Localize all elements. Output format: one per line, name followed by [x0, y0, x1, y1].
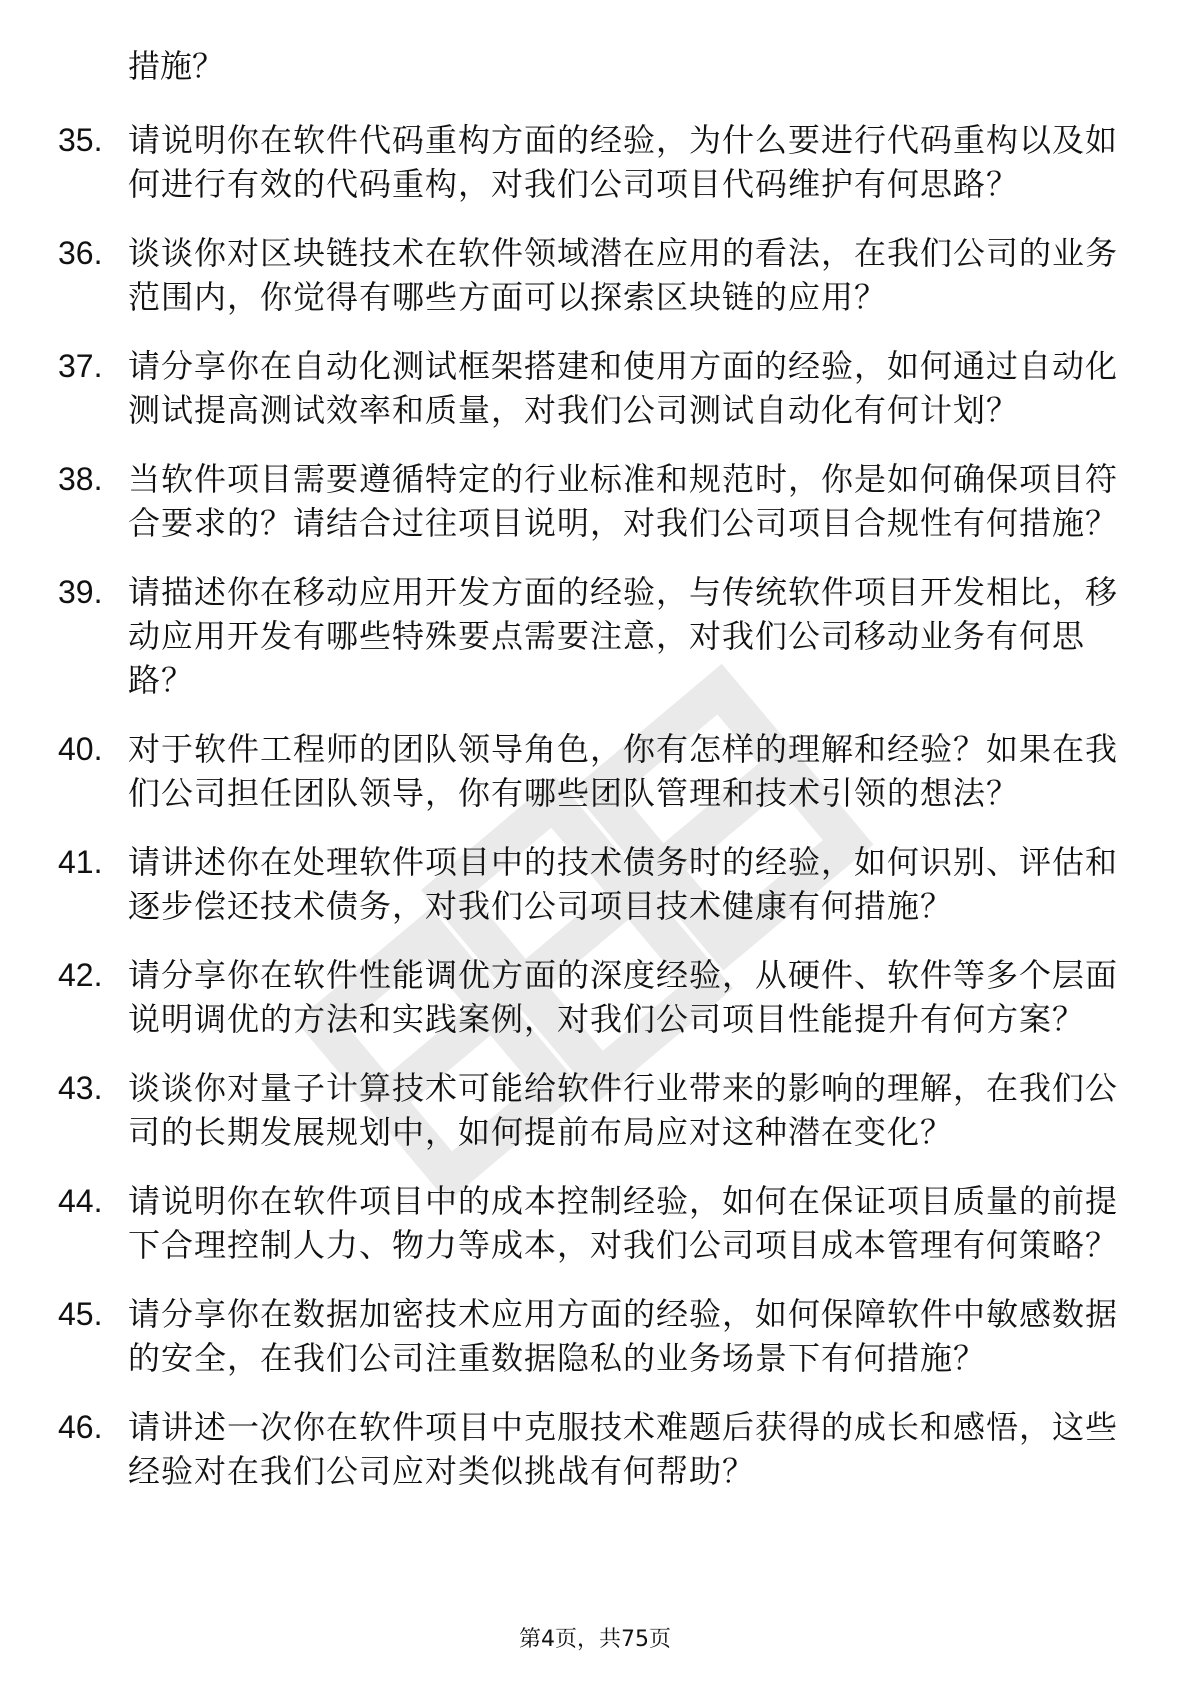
- question-text: 谈谈你对量子计算技术可能给软件行业带来的影响的理解，在我们公司的长期发展规划中，如何提前布局应对这种潜在变化？: [128, 1069, 1119, 1151]
- question-item: [58, 1405, 1118, 1493]
- question-item: [58, 1066, 1118, 1154]
- question-number: 38.: [58, 461, 103, 497]
- question-number: 46.: [58, 1409, 103, 1445]
- question-list: [58, 44, 1118, 1518]
- question-text: 请分享你在软件性能调优方面的深度经验，从硬件、软件等多个层面说明调优的方法和实践案例，对我们公司项目性能提升有何方案？: [128, 956, 1119, 1038]
- question-number: 44.: [58, 1183, 103, 1219]
- question-text: 请说明你在软件代码重构方面的经验，为什么要进行代码重构以及如何进行有效的代码重构，对我们公司项目代码维护有何思路？: [128, 121, 1119, 203]
- question-item: [58, 570, 1118, 702]
- question-text: 请讲述你在处理软件项目中的技术债务时的经验，如何识别、评估和逐步偿还技术债务，对我们公司项目技术健康有何措施？: [128, 843, 1119, 925]
- question-item: [58, 727, 1118, 815]
- question-number: 35.: [58, 122, 103, 158]
- question-number: 36.: [58, 235, 103, 271]
- question-number: 37.: [58, 348, 103, 384]
- question-text: 请分享你在数据加密技术应用方面的经验，如何保障软件中敏感数据的安全，在我们公司注重数据隐私的业务场景下有何措施？: [128, 1295, 1119, 1377]
- question-number: 45.: [58, 1296, 103, 1332]
- question-text: 请描述你在移动应用开发方面的经验，与传统软件项目开发相比，移动应用开发有哪些特殊要点需要注意，对我们公司移动业务有何思路？: [128, 573, 1119, 699]
- question-item: [58, 118, 1118, 206]
- question-number: 43.: [58, 1070, 103, 1106]
- question-item: [58, 1292, 1118, 1380]
- question-item: [58, 457, 1118, 545]
- question-text: 请分享你在自动化测试框架搭建和使用方面的经验，如何通过自动化测试提高测试效率和质量，对我们公司测试自动化有何计划？: [128, 347, 1119, 429]
- question-number: 39.: [58, 574, 103, 610]
- question-text: 谈谈你对区块链技术在软件领域潜在应用的看法，在我们公司的业务范围内，你觉得有哪些方面可以探索区块链的应用？: [128, 234, 1119, 316]
- questions-container: [58, 118, 1118, 1493]
- question-text: 请说明你在软件项目中的成本控制经验，如何在保证项目质量的前提下合理控制人力、物力等成本，对我们公司项目成本管理有何策略？: [128, 1182, 1119, 1264]
- question-number: 41.: [58, 844, 103, 880]
- question-item: [58, 840, 1118, 928]
- question-number: 40.: [58, 731, 103, 767]
- question-text: 对于软件工程师的团队领导角色，你有怎样的理解和经验？如果在我们公司担任团队领导，你有哪些团队管理和技术引领的想法？: [128, 730, 1119, 812]
- question-item: [58, 1179, 1118, 1267]
- page-number: 第4页，共75页: [519, 1627, 671, 1652]
- question-item: [58, 231, 1118, 319]
- question-number: 42.: [58, 957, 103, 993]
- question-item: [58, 953, 1118, 1041]
- question-item: [58, 344, 1118, 432]
- question-text: 当软件项目需要遵循特定的行业标准和规范时，你是如何确保项目符合要求的？请结合过往项目说明，对我们公司项目合规性有何措施？: [128, 460, 1119, 542]
- question-text: 请讲述一次你在软件项目中克服技术难题后获得的成长和感悟，这些经验对在我们公司应对类似挑战有何帮助？: [128, 1408, 1119, 1490]
- continued-question-text: 措施？: [128, 47, 225, 85]
